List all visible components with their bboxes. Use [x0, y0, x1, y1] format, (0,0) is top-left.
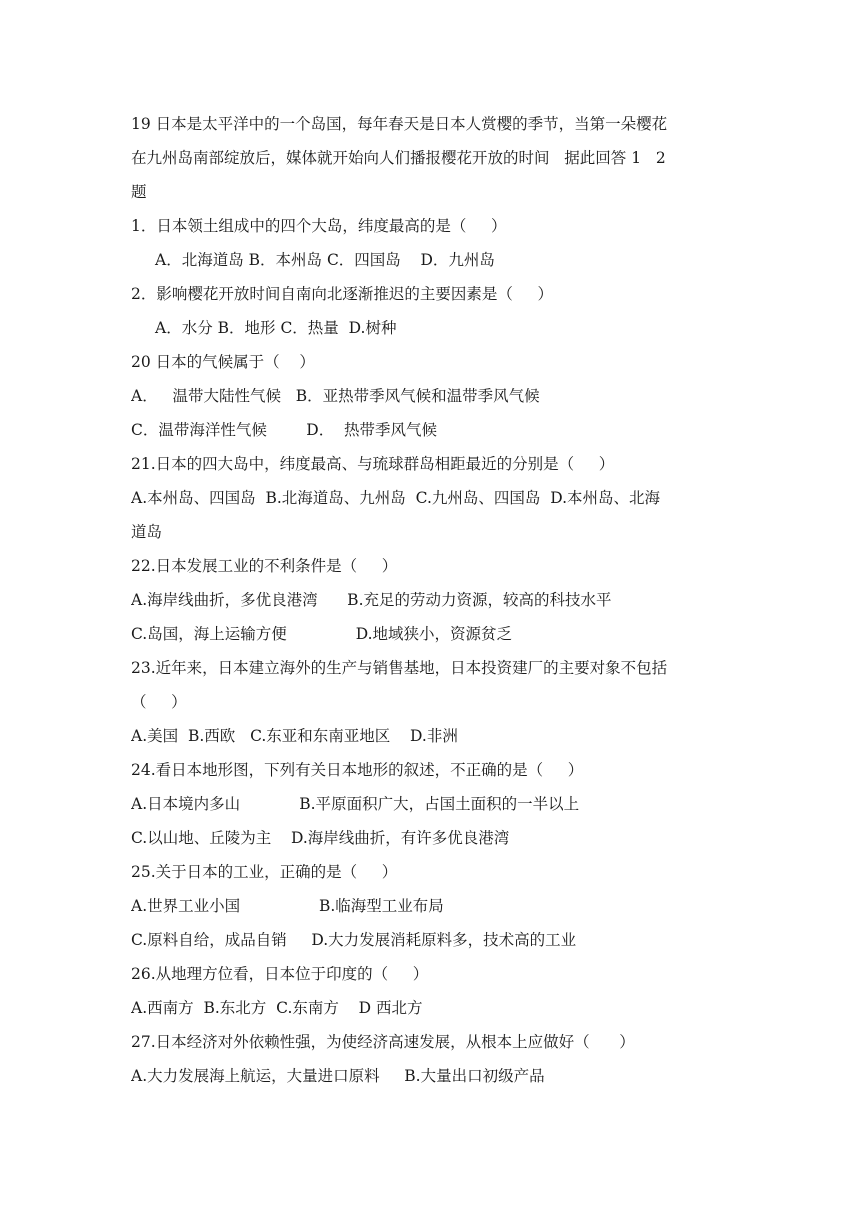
intro-line-2: 在九州岛南部绽放后，媒体就开始向人们播报樱花开放的时间 据此回答 1 2: [131, 149, 666, 167]
intro-line-1: 19 日本是太平洋中的一个岛国，每年春天是日本人赏樱的季节，当第一朵樱花: [131, 115, 668, 133]
question-25-options-cd: C.原料自给，成品自销 D.大力发展消耗原料多，技术高的工业: [131, 931, 577, 949]
question-21: 21.日本的四大岛中，纬度最高、与琉球群岛相距最近的分别是（ ）: [131, 455, 615, 473]
question-23: 23.近年来，日本建立海外的生产与销售基地，日本投资建厂的主要对象不包括: [131, 659, 668, 677]
question-22: 22.日本发展工业的不利条件是（ ）: [131, 557, 398, 575]
question-1: 1．日本领土组成中的四个大岛，纬度最高的是（ ）: [131, 217, 507, 235]
intro-line-3: 题: [131, 183, 147, 201]
question-22-options-ab: A.海岸线曲折，多优良港湾 B.充足的劳动力资源，较高的科技水平: [131, 591, 612, 609]
question-24-options-ab: A.日本境内多山 B.平原面积广大，占国土面积的一半以上: [131, 795, 580, 813]
question-2: 2．影响樱花开放时间自南向北逐渐推迟的主要因素是（ ）: [131, 285, 553, 303]
question-21-options: A.本州岛、四国岛 B.北海道岛、九州岛 C.九州岛、四国岛 D.本州岛、北海: [131, 489, 661, 507]
question-1-options: A．北海道岛 B．本州岛 C．四国岛 D．九州岛: [155, 251, 495, 269]
question-24-options-cd: C.以山地、丘陵为主 D.海岸线曲折，有许多优良港湾: [131, 829, 510, 847]
question-2-options: A．水分 B．地形 C．热量 D.树种: [155, 319, 397, 337]
question-26: 26.从地理方位看，日本位于印度的（ ）: [131, 965, 429, 983]
question-26-options: A.西南方 B.东北方 C.东南方 D 西北方: [131, 999, 423, 1017]
question-21-options-cont: 道岛: [131, 523, 163, 541]
question-25: 25.关于日本的工业，正确的是（ ）: [131, 863, 398, 881]
question-text-block: [131, 107, 741, 1093]
question-20-options-ab: A． 温带大陆性气候 B．亚热带季风气候和温带季风气候: [131, 387, 540, 405]
question-27: 27.日本经济对外依赖性强，为使经济高速发展，从根本上应做好（ ）: [131, 1033, 635, 1051]
question-27-options-ab: A.大力发展海上航运，大量进口原料 B.大量出口初级产品: [131, 1067, 545, 1085]
question-20-options-cd: C．温带海洋性气候 D． 热带季风气候: [131, 421, 438, 439]
question-20: 20 日本的气候属于（ ）: [131, 353, 315, 371]
question-23-options: A.美国 B.西欧 C.东亚和东南亚地区 D.非洲: [131, 727, 458, 745]
question-25-options-ab: A.世界工业小国 B.临海型工业布局: [131, 897, 444, 915]
question-22-options-cd: C.岛国，海上运输方便 D.地域狭小，资源贫乏: [131, 625, 513, 643]
question-24: 24.看日本地形图，下列有关日本地形的叙述，不正确的是（ ）: [131, 761, 584, 779]
question-23-cont: （ ）: [131, 693, 187, 711]
